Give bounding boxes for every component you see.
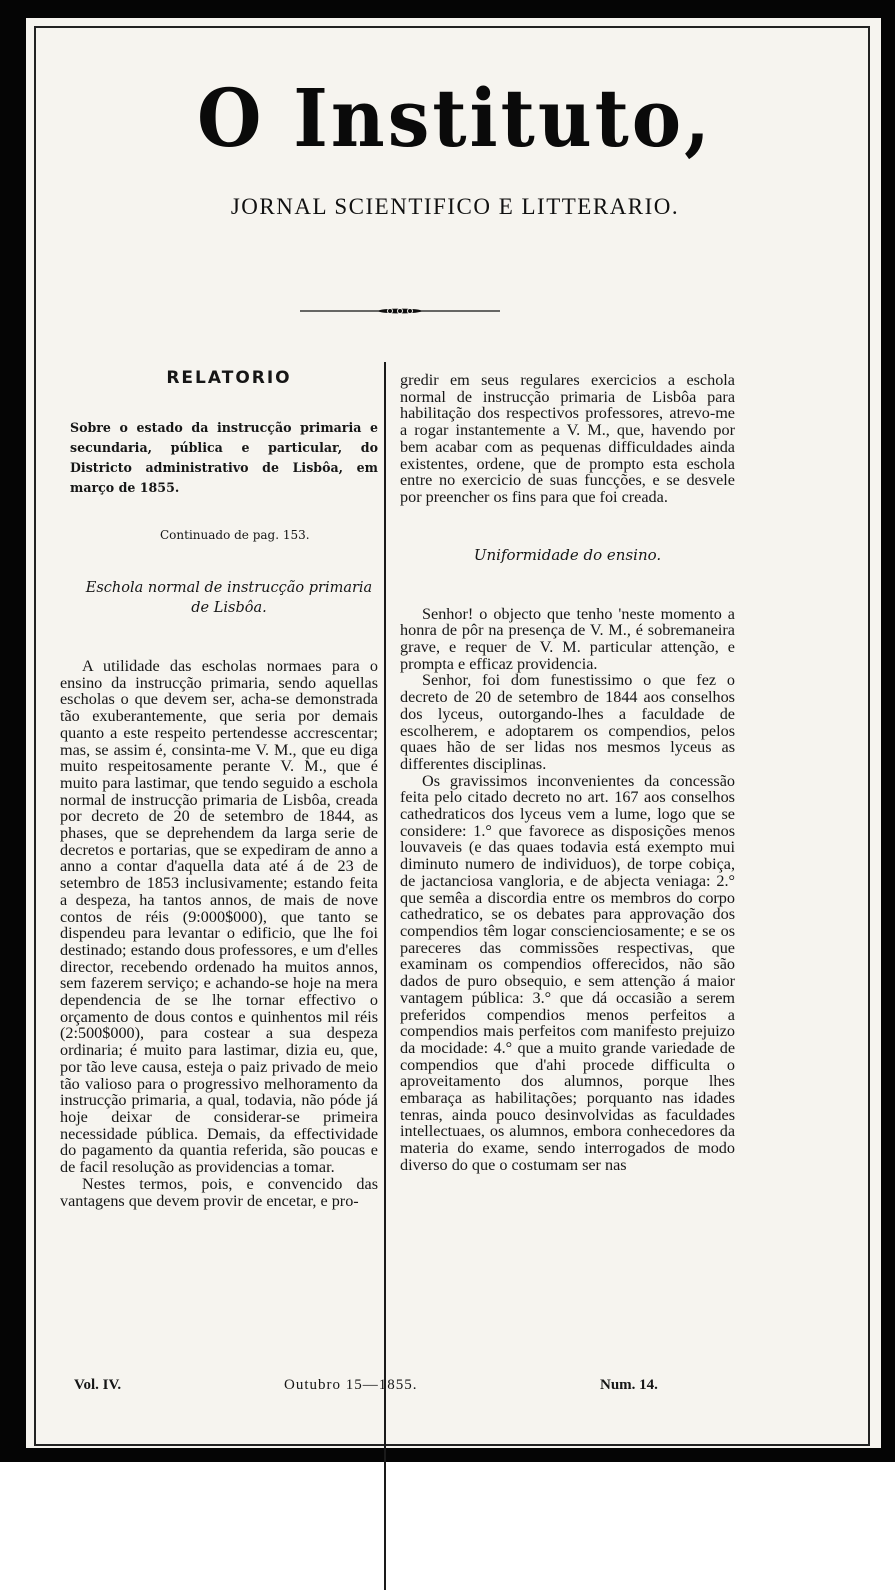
paragraph: Nestes termos, pois, e convencido das vantagens que devem provir de encetar, e pro- [60, 1174, 378, 1210]
continued-note: Continuado de pag. 153. [160, 528, 310, 542]
column-divider [384, 362, 386, 1590]
right-opening-text [400, 372, 735, 506]
left-body-text [60, 658, 378, 1209]
scan-frame-right [881, 0, 895, 1462]
journal-title: O Instituto, [197, 72, 713, 166]
masthead [60, 72, 850, 220]
scan-frame-top [0, 0, 895, 18]
issue-date: Outubro 15—1855. [284, 1377, 418, 1393]
paragraph: gredir em seus regulares exercicios a eschola normal de instrucção primaria de Lisbôa para habilitação dos respectivos professores, atrevo-me a rogar instantemente a V. M., que, havendo por bem acabar com as pequenas difficuldades ainda existentes, ordene, que de prompto esta eschola entre no exercicio de suas funcções, e se desvele por preencher os fins para que foi creada. [400, 371, 735, 506]
page-border-left [34, 26, 36, 1446]
page-border-top [34, 26, 870, 28]
page-border-right [868, 26, 870, 1446]
right-column [400, 372, 735, 1174]
subheading-uniformidade: Uniformidade do ensino. [473, 545, 662, 564]
ornament-divider-icon [300, 307, 500, 315]
subheading-eschola-normal: Eschola normal de instrucção primaria de Lisbôa. [85, 580, 373, 616]
right-body-text [400, 606, 735, 1174]
issue-number: Num. 14. [600, 1377, 658, 1393]
left-column [60, 360, 378, 1209]
journal-subtitle: JORNAL SCIENTIFICO E LITTERARIO. [230, 194, 680, 219]
scan-frame-bottom [0, 1448, 895, 1462]
ornamental-rule [300, 307, 500, 315]
section-heading: RELATORIO [166, 368, 292, 388]
paragraph: A utilidade das escholas normaes para o ensino da instrucção primaria, sendo aquellas escholas o que devem ser, acha-se demonstrada tão exuberantemente, que seria por demais quanto a este respeito pertendesse accrescentar; mas, se assim é, consinta-me V. M., que eu diga muito respeitosamente perante V. M., que é muito para lastimar, que tendo seguido a eschola normal de instrucção primaria de Lisbôa, creada por decreto de 20 de setembro de 1844, as phases, que se deprehendem da larga serie de decretos e portarias, que se expediram de anno a anno a contar d'aquella data até á de 23 de setembro de 1853 inclusivamente; estando feita a despeza, ha tantos annos, de mais de nove contos de réis (9:000$000), que tanto se dispendeu para levantar o edificio, que lhe foi destinado; estando dous professores, e um d'elles director, recebendo ordenado ha muitos annos, sem fazerem serviço; e achando-se hoje na mera dependencia de se lhe tornar effectivo o orçamento de dous contos e quinhentos mil réis (2:500$000), para costear a sua despeza ordinaria; é muito para lastimar, dizia eu, que, por tão leve causa, esteja o paiz privado de meio tão valioso para o progressivo melhoramento da instrucção primaria, a qual, todavia, não póde já hoje deixar de considerar-se primeira necessidade pública. Demais, da effectividade do pagamento da quantia referida, são poucas e de facil resolução as providencias a tomar. [60, 657, 378, 1177]
volume-number: Vol. IV. [74, 1377, 122, 1393]
paragraph: Senhor! o objecto que tenho 'neste momento a honra de pôr na presença de V. M., é sobremaneira grave, e requer de V. M. particular attenção, e prompta e efficaz providencia. [400, 604, 735, 673]
report-summary: Sobre o estado da instrucção primaria e secundaria, pública e particular, do Districto administrativo de Lisbôa, em março de 1855. [70, 420, 378, 495]
paragraph: Senhor, foi dom funestissimo o que fez o decreto de 20 de setembro de 1844 aos conselhos dos lyceus, outorgando-lhes a faculdade de escolherem, e adoptarem os compendios, pelos quaes hão de ser lidas nos mesmos lyceus as differentes disciplinas. [400, 671, 735, 773]
page-border-bottom [34, 1444, 870, 1446]
scan-frame-left [0, 0, 26, 1462]
paragraph: Os gravissimos inconvenientes da concessão feita pelo citado decreto no art. 167 aos conselhos cathedraticos dos lyceus vem a lume, logo que se considere: 1.° que favorece as disposições menos louvaveis (e das quaes todavia está exempto mui diminuto numero de individuos), de torpe cobiça, de jactanciosa vangloria, e de abjecta veniaga: 2.° que semêa a discordia entre os membros do corpo cathedratico, se os debates para approvação dos compendios têm logar conscienciosamente; e se os pareceres das commissões respectivas, que examinam os compendios offerecidos, não são dados de puro obsequio, e sem attenção á maior vantagem pública: 3.° que dá occasião a serem preferidos compendios menos perfeitos a compendios mais perfeitos com manifesto prejuizo da mocidade: 4.° que a muito grande variedade de compendios que d'ahi procede difficulta o aproveitamento dos alumnos, porque lhes embaraça as habilitações; porquanto nas idades tenras, ainda pouco desinvolvidas as faculdades intellectuaes, os alumnos, embora conhecedores da materia do exame, sendo interrogados de modo diverso do que o costumam ser nas [400, 771, 735, 1174]
